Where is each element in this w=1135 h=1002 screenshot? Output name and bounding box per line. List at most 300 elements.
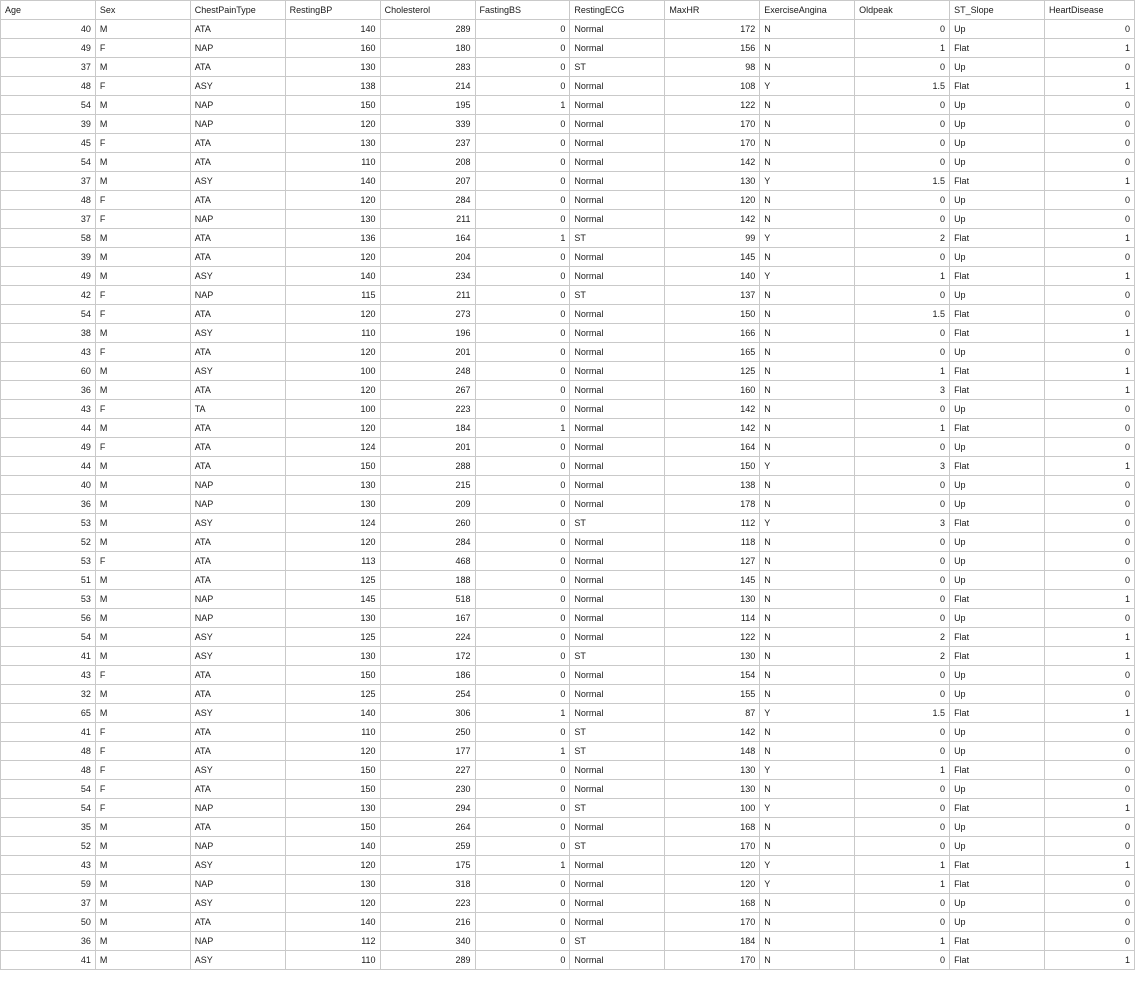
table-cell[interactable]: 1 <box>1044 799 1134 818</box>
table-cell[interactable]: 130 <box>285 609 380 628</box>
table-cell[interactable]: 0 <box>475 324 570 343</box>
table-cell[interactable]: 0 <box>855 400 950 419</box>
table-cell[interactable]: Normal <box>570 438 665 457</box>
table-cell[interactable]: N <box>760 894 855 913</box>
table-cell[interactable]: Y <box>760 457 855 476</box>
table-cell[interactable]: F <box>95 552 190 571</box>
table-cell[interactable]: Normal <box>570 419 665 438</box>
table-cell[interactable]: N <box>760 210 855 229</box>
table-cell[interactable]: 49 <box>1 438 96 457</box>
table-cell[interactable]: M <box>95 590 190 609</box>
table-cell[interactable]: 60 <box>1 362 96 381</box>
table-cell[interactable]: 224 <box>380 628 475 647</box>
table-cell[interactable]: M <box>95 951 190 970</box>
table-cell[interactable]: 120 <box>665 875 760 894</box>
table-cell[interactable]: 98 <box>665 58 760 77</box>
table-cell[interactable]: ATA <box>190 742 285 761</box>
table-cell[interactable]: N <box>760 685 855 704</box>
table-cell[interactable]: 130 <box>285 134 380 153</box>
table-cell[interactable]: 267 <box>380 381 475 400</box>
table-cell[interactable]: 196 <box>380 324 475 343</box>
table-cell[interactable]: 1 <box>475 704 570 723</box>
table-cell[interactable]: 227 <box>380 761 475 780</box>
table-cell[interactable]: 0 <box>855 799 950 818</box>
table-cell[interactable]: 0 <box>1044 400 1134 419</box>
table-cell[interactable]: 0 <box>855 837 950 856</box>
table-cell[interactable]: 100 <box>285 362 380 381</box>
table-cell[interactable]: 120 <box>665 191 760 210</box>
table-cell[interactable]: Flat <box>950 457 1045 476</box>
table-cell[interactable]: 211 <box>380 210 475 229</box>
table-cell[interactable]: 0 <box>475 875 570 894</box>
table-cell[interactable]: 168 <box>665 894 760 913</box>
table-cell[interactable]: 39 <box>1 115 96 134</box>
table-cell[interactable]: M <box>95 96 190 115</box>
table-cell[interactable]: 120 <box>285 419 380 438</box>
table-cell[interactable]: Normal <box>570 191 665 210</box>
table-cell[interactable]: 150 <box>285 666 380 685</box>
table-cell[interactable]: 167 <box>380 609 475 628</box>
table-cell[interactable]: 184 <box>665 932 760 951</box>
table-cell[interactable]: 130 <box>285 799 380 818</box>
table-cell[interactable]: 0 <box>475 191 570 210</box>
table-cell[interactable]: 130 <box>285 495 380 514</box>
table-cell[interactable]: ASY <box>190 514 285 533</box>
table-cell[interactable]: Flat <box>950 514 1045 533</box>
table-cell[interactable]: 1 <box>1044 457 1134 476</box>
table-cell[interactable]: ASY <box>190 77 285 96</box>
table-cell[interactable]: 43 <box>1 856 96 875</box>
table-cell[interactable]: ATA <box>190 343 285 362</box>
table-cell[interactable]: M <box>95 932 190 951</box>
table-cell[interactable]: 52 <box>1 837 96 856</box>
table-cell[interactable]: 44 <box>1 457 96 476</box>
table-cell[interactable]: Flat <box>950 172 1045 191</box>
table-cell[interactable]: Flat <box>950 799 1045 818</box>
table-cell[interactable]: 178 <box>665 495 760 514</box>
table-cell[interactable]: 1 <box>855 362 950 381</box>
table-cell[interactable]: 0 <box>1044 818 1134 837</box>
table-cell[interactable]: 0 <box>855 609 950 628</box>
table-cell[interactable]: N <box>760 742 855 761</box>
table-cell[interactable]: Normal <box>570 39 665 58</box>
table-cell[interactable]: NAP <box>190 210 285 229</box>
column-header-fastingbs[interactable]: FastingBS <box>475 1 570 20</box>
table-cell[interactable]: Up <box>950 400 1045 419</box>
table-cell[interactable]: 99 <box>665 229 760 248</box>
table-cell[interactable]: Flat <box>950 419 1045 438</box>
table-cell[interactable]: 234 <box>380 267 475 286</box>
table-cell[interactable]: 288 <box>380 457 475 476</box>
table-cell[interactable]: 0 <box>475 115 570 134</box>
table-cell[interactable]: 1 <box>1044 324 1134 343</box>
table-cell[interactable]: Normal <box>570 77 665 96</box>
table-cell[interactable]: 54 <box>1 799 96 818</box>
table-cell[interactable]: NAP <box>190 495 285 514</box>
column-header-sex[interactable]: Sex <box>95 1 190 20</box>
table-cell[interactable]: 140 <box>285 20 380 39</box>
table-cell[interactable]: Up <box>950 343 1045 362</box>
table-cell[interactable]: 0 <box>855 951 950 970</box>
table-cell[interactable]: 32 <box>1 685 96 704</box>
table-cell[interactable]: Normal <box>570 875 665 894</box>
table-cell[interactable]: 43 <box>1 666 96 685</box>
table-cell[interactable]: 37 <box>1 58 96 77</box>
table-cell[interactable]: 44 <box>1 419 96 438</box>
table-cell[interactable]: ATA <box>190 305 285 324</box>
table-cell[interactable]: 0 <box>1044 913 1134 932</box>
table-cell[interactable]: 125 <box>285 628 380 647</box>
table-cell[interactable]: ATA <box>190 457 285 476</box>
table-cell[interactable]: 0 <box>855 571 950 590</box>
table-cell[interactable]: 170 <box>665 913 760 932</box>
table-cell[interactable]: 52 <box>1 533 96 552</box>
table-cell[interactable]: 39 <box>1 248 96 267</box>
table-cell[interactable]: 0 <box>1044 286 1134 305</box>
table-cell[interactable]: 0 <box>475 571 570 590</box>
table-cell[interactable]: 0 <box>475 609 570 628</box>
table-cell[interactable]: 0 <box>475 723 570 742</box>
table-cell[interactable]: 1.5 <box>855 704 950 723</box>
table-cell[interactable]: 195 <box>380 96 475 115</box>
table-cell[interactable]: 148 <box>665 742 760 761</box>
table-cell[interactable]: N <box>760 153 855 172</box>
table-cell[interactable]: Up <box>950 571 1045 590</box>
table-cell[interactable]: F <box>95 305 190 324</box>
table-cell[interactable]: 112 <box>665 514 760 533</box>
table-cell[interactable]: F <box>95 799 190 818</box>
table-cell[interactable]: N <box>760 951 855 970</box>
table-cell[interactable]: 0 <box>855 818 950 837</box>
table-cell[interactable]: 140 <box>285 704 380 723</box>
table-cell[interactable]: 49 <box>1 39 96 58</box>
table-cell[interactable]: F <box>95 343 190 362</box>
table-cell[interactable]: 0 <box>475 39 570 58</box>
table-cell[interactable]: 37 <box>1 210 96 229</box>
table-cell[interactable]: Up <box>950 115 1045 134</box>
table-cell[interactable]: 170 <box>665 134 760 153</box>
table-cell[interactable]: ATA <box>190 419 285 438</box>
table-cell[interactable]: 0 <box>475 362 570 381</box>
table-cell[interactable]: 150 <box>285 761 380 780</box>
table-cell[interactable]: N <box>760 400 855 419</box>
table-cell[interactable]: Up <box>950 438 1045 457</box>
column-header-restingbp[interactable]: RestingBP <box>285 1 380 20</box>
table-cell[interactable]: 110 <box>285 951 380 970</box>
table-cell[interactable]: N <box>760 286 855 305</box>
table-cell[interactable]: Up <box>950 210 1045 229</box>
table-cell[interactable]: 0 <box>1044 875 1134 894</box>
table-cell[interactable]: 1 <box>1044 39 1134 58</box>
table-cell[interactable]: 59 <box>1 875 96 894</box>
table-cell[interactable]: Normal <box>570 343 665 362</box>
table-cell[interactable]: N <box>760 476 855 495</box>
table-cell[interactable]: 0 <box>1044 305 1134 324</box>
table-cell[interactable]: 0 <box>1044 153 1134 172</box>
table-cell[interactable]: M <box>95 324 190 343</box>
table-cell[interactable]: 289 <box>380 20 475 39</box>
table-cell[interactable]: N <box>760 419 855 438</box>
table-cell[interactable]: ASY <box>190 647 285 666</box>
table-cell[interactable]: Normal <box>570 495 665 514</box>
table-cell[interactable]: 259 <box>380 837 475 856</box>
table-cell[interactable]: Normal <box>570 552 665 571</box>
table-cell[interactable]: Up <box>950 742 1045 761</box>
table-cell[interactable]: ATA <box>190 818 285 837</box>
table-cell[interactable]: 204 <box>380 248 475 267</box>
table-cell[interactable]: 120 <box>285 115 380 134</box>
table-cell[interactable]: Up <box>950 818 1045 837</box>
table-cell[interactable]: 2 <box>855 647 950 666</box>
table-cell[interactable]: 0 <box>475 153 570 172</box>
table-cell[interactable]: 284 <box>380 533 475 552</box>
table-cell[interactable]: Normal <box>570 267 665 286</box>
table-cell[interactable]: 0 <box>1044 685 1134 704</box>
table-cell[interactable]: 0 <box>475 134 570 153</box>
table-cell[interactable]: M <box>95 457 190 476</box>
table-cell[interactable]: 2 <box>855 628 950 647</box>
table-cell[interactable]: 0 <box>1044 96 1134 115</box>
table-cell[interactable]: Up <box>950 58 1045 77</box>
table-cell[interactable]: 130 <box>665 780 760 799</box>
table-cell[interactable]: 113 <box>285 552 380 571</box>
table-cell[interactable]: 125 <box>665 362 760 381</box>
table-cell[interactable]: 0 <box>1044 894 1134 913</box>
table-cell[interactable]: 0 <box>855 191 950 210</box>
table-cell[interactable]: Normal <box>570 210 665 229</box>
table-cell[interactable]: 0 <box>855 115 950 134</box>
table-cell[interactable]: 125 <box>285 571 380 590</box>
table-cell[interactable]: 0 <box>855 134 950 153</box>
table-cell[interactable]: 237 <box>380 134 475 153</box>
table-cell[interactable]: 0 <box>1044 134 1134 153</box>
table-cell[interactable]: 0 <box>855 894 950 913</box>
table-cell[interactable]: 150 <box>285 457 380 476</box>
table-cell[interactable]: 230 <box>380 780 475 799</box>
table-cell[interactable]: 0 <box>855 153 950 172</box>
table-cell[interactable]: 1 <box>1044 362 1134 381</box>
table-cell[interactable]: ATA <box>190 229 285 248</box>
table-cell[interactable]: M <box>95 894 190 913</box>
table-cell[interactable]: 0 <box>475 514 570 533</box>
column-header-heartdisease[interactable]: HeartDisease <box>1044 1 1134 20</box>
table-cell[interactable]: 49 <box>1 267 96 286</box>
table-cell[interactable]: ASY <box>190 894 285 913</box>
table-cell[interactable]: 0 <box>855 324 950 343</box>
table-cell[interactable]: 339 <box>380 115 475 134</box>
table-cell[interactable]: Flat <box>950 590 1045 609</box>
table-cell[interactable]: 40 <box>1 476 96 495</box>
table-cell[interactable]: 215 <box>380 476 475 495</box>
table-cell[interactable]: 0 <box>475 438 570 457</box>
table-cell[interactable]: M <box>95 837 190 856</box>
table-cell[interactable]: Y <box>760 761 855 780</box>
table-cell[interactable]: Up <box>950 134 1045 153</box>
table-cell[interactable]: 136 <box>285 229 380 248</box>
table-cell[interactable]: 294 <box>380 799 475 818</box>
table-cell[interactable]: 65 <box>1 704 96 723</box>
table-cell[interactable]: 2 <box>855 229 950 248</box>
table-cell[interactable]: 140 <box>285 267 380 286</box>
table-cell[interactable]: 155 <box>665 685 760 704</box>
table-cell[interactable]: N <box>760 913 855 932</box>
table-cell[interactable]: Flat <box>950 229 1045 248</box>
table-cell[interactable]: Up <box>950 495 1045 514</box>
table-cell[interactable]: 37 <box>1 894 96 913</box>
table-cell[interactable]: 142 <box>665 723 760 742</box>
table-cell[interactable]: Up <box>950 96 1045 115</box>
table-cell[interactable]: 140 <box>285 837 380 856</box>
table-cell[interactable]: 145 <box>285 590 380 609</box>
table-cell[interactable]: Normal <box>570 153 665 172</box>
table-cell[interactable]: Up <box>950 153 1045 172</box>
table-cell[interactable]: Up <box>950 837 1045 856</box>
column-header-age[interactable]: Age <box>1 1 96 20</box>
table-cell[interactable]: 41 <box>1 951 96 970</box>
table-cell[interactable]: 114 <box>665 609 760 628</box>
table-cell[interactable]: 283 <box>380 58 475 77</box>
table-cell[interactable]: 58 <box>1 229 96 248</box>
table-cell[interactable]: N <box>760 39 855 58</box>
table-cell[interactable]: Up <box>950 609 1045 628</box>
table-cell[interactable]: 164 <box>380 229 475 248</box>
table-cell[interactable]: 150 <box>285 780 380 799</box>
table-cell[interactable]: N <box>760 96 855 115</box>
table-cell[interactable]: F <box>95 780 190 799</box>
table-cell[interactable]: Normal <box>570 324 665 343</box>
table-cell[interactable]: 120 <box>285 533 380 552</box>
table-cell[interactable]: NAP <box>190 932 285 951</box>
table-cell[interactable]: N <box>760 381 855 400</box>
table-cell[interactable]: 0 <box>475 495 570 514</box>
table-cell[interactable]: 43 <box>1 343 96 362</box>
table-cell[interactable]: M <box>95 419 190 438</box>
table-cell[interactable]: 36 <box>1 495 96 514</box>
table-cell[interactable]: NAP <box>190 39 285 58</box>
table-cell[interactable]: 142 <box>665 210 760 229</box>
table-cell[interactable]: 118 <box>665 533 760 552</box>
table-cell[interactable]: N <box>760 533 855 552</box>
table-cell[interactable]: 0 <box>1044 837 1134 856</box>
table-cell[interactable]: NAP <box>190 96 285 115</box>
table-cell[interactable]: ATA <box>190 913 285 932</box>
table-cell[interactable]: 216 <box>380 913 475 932</box>
table-cell[interactable]: 0 <box>475 628 570 647</box>
table-cell[interactable]: 0 <box>1044 20 1134 39</box>
table-cell[interactable]: M <box>95 153 190 172</box>
table-cell[interactable]: F <box>95 438 190 457</box>
table-cell[interactable]: 140 <box>665 267 760 286</box>
table-cell[interactable]: M <box>95 571 190 590</box>
table-cell[interactable]: M <box>95 229 190 248</box>
table-cell[interactable]: 0 <box>1044 552 1134 571</box>
table-cell[interactable]: Flat <box>950 381 1045 400</box>
table-cell[interactable]: 0 <box>1044 780 1134 799</box>
table-cell[interactable]: 160 <box>665 381 760 400</box>
table-cell[interactable]: Flat <box>950 39 1045 58</box>
table-cell[interactable]: M <box>95 685 190 704</box>
table-cell[interactable]: F <box>95 723 190 742</box>
table-cell[interactable]: ST <box>570 723 665 742</box>
table-cell[interactable]: Flat <box>950 324 1045 343</box>
table-cell[interactable]: 48 <box>1 191 96 210</box>
table-cell[interactable]: 36 <box>1 381 96 400</box>
table-cell[interactable]: 36 <box>1 932 96 951</box>
table-cell[interactable]: Normal <box>570 609 665 628</box>
table-cell[interactable]: ST <box>570 514 665 533</box>
table-cell[interactable]: 0 <box>855 58 950 77</box>
table-cell[interactable]: 0 <box>855 780 950 799</box>
table-cell[interactable]: ATA <box>190 20 285 39</box>
table-cell[interactable]: 0 <box>1044 571 1134 590</box>
table-cell[interactable]: 1 <box>1044 951 1134 970</box>
table-cell[interactable]: 518 <box>380 590 475 609</box>
table-cell[interactable]: Normal <box>570 704 665 723</box>
table-cell[interactable]: 100 <box>665 799 760 818</box>
table-cell[interactable]: N <box>760 134 855 153</box>
table-cell[interactable]: 41 <box>1 647 96 666</box>
table-cell[interactable]: 0 <box>475 590 570 609</box>
table-cell[interactable]: N <box>760 590 855 609</box>
table-cell[interactable]: 54 <box>1 153 96 172</box>
table-cell[interactable]: N <box>760 362 855 381</box>
table-cell[interactable]: 0 <box>855 438 950 457</box>
table-cell[interactable]: M <box>95 172 190 191</box>
table-cell[interactable]: 0 <box>475 533 570 552</box>
table-cell[interactable]: Flat <box>950 951 1045 970</box>
table-cell[interactable]: ATA <box>190 723 285 742</box>
table-cell[interactable]: Normal <box>570 951 665 970</box>
table-cell[interactable]: 125 <box>285 685 380 704</box>
table-cell[interactable]: Up <box>950 533 1045 552</box>
table-cell[interactable]: 41 <box>1 723 96 742</box>
table-cell[interactable]: N <box>760 248 855 267</box>
table-cell[interactable]: 0 <box>1044 210 1134 229</box>
table-cell[interactable]: Normal <box>570 134 665 153</box>
table-cell[interactable]: 1 <box>475 229 570 248</box>
table-cell[interactable]: 0 <box>1044 533 1134 552</box>
table-cell[interactable]: ASY <box>190 267 285 286</box>
table-cell[interactable]: 112 <box>285 932 380 951</box>
table-cell[interactable]: 184 <box>380 419 475 438</box>
table-cell[interactable]: 0 <box>475 20 570 39</box>
table-cell[interactable]: Normal <box>570 571 665 590</box>
table-cell[interactable]: Up <box>950 780 1045 799</box>
table-cell[interactable]: 0 <box>475 286 570 305</box>
table-cell[interactable]: ATA <box>190 438 285 457</box>
table-cell[interactable]: 138 <box>665 476 760 495</box>
table-cell[interactable]: Up <box>950 666 1045 685</box>
table-cell[interactable]: Flat <box>950 305 1045 324</box>
table-cell[interactable]: 0 <box>475 761 570 780</box>
table-cell[interactable]: Normal <box>570 628 665 647</box>
table-cell[interactable]: F <box>95 742 190 761</box>
table-cell[interactable]: 0 <box>475 77 570 96</box>
table-cell[interactable]: Y <box>760 172 855 191</box>
table-cell[interactable]: M <box>95 647 190 666</box>
table-cell[interactable]: ATA <box>190 191 285 210</box>
table-cell[interactable]: 0 <box>855 210 950 229</box>
table-cell[interactable]: 120 <box>285 191 380 210</box>
table-cell[interactable]: 0 <box>855 286 950 305</box>
table-cell[interactable]: ST <box>570 837 665 856</box>
table-cell[interactable]: 42 <box>1 286 96 305</box>
table-cell[interactable]: NAP <box>190 609 285 628</box>
table-cell[interactable]: ASY <box>190 362 285 381</box>
table-cell[interactable]: 1 <box>475 742 570 761</box>
table-cell[interactable]: ASY <box>190 856 285 875</box>
table-cell[interactable]: F <box>95 400 190 419</box>
